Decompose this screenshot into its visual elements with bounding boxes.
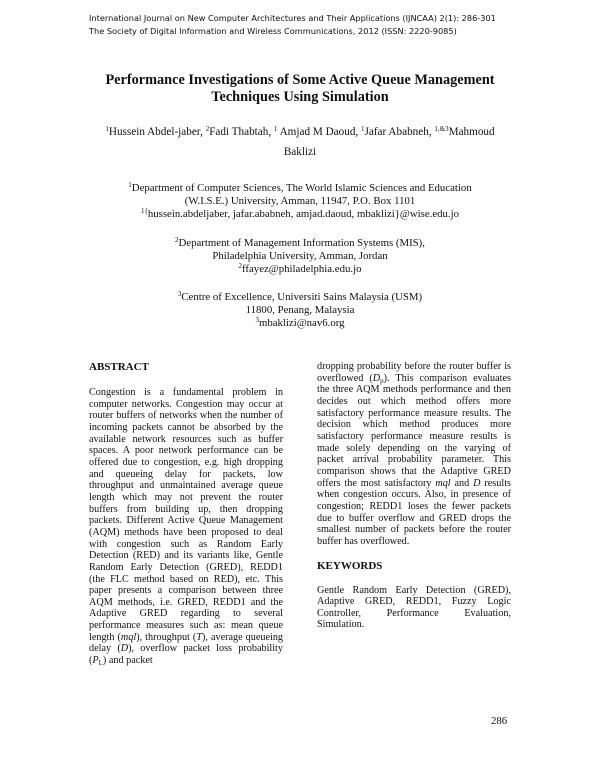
keywords-text: Gentle Random Early Detection (GRED), Adaptive GRED, REDD1, Fuzzy Logic Controller, Performance Evaluation, Simulation.	[317, 584, 511, 631]
author-2: Fadi Thabtah,	[209, 126, 274, 138]
affiliation-1: $^1$Department of Computer Sciences, The World Islamic Sciences and Education (W.I.S.E.) University, Amman, 11947, P.O. Box 1101 $^{1\{}$hussein.abdeljaber, jafar.ababneh, amjad.daoud, mbaklizi}@wise.edu.jo	[60, 182, 540, 221]
paper-title	[60, 72, 540, 106]
author-list	[70, 122, 530, 162]
affiliation-3: $^3$Centre of Excellence, Universiti Sains Malaysia (USM) 11800, Penang, Malaysia $^3$mbaklizi@nav6.org	[60, 291, 540, 330]
keywords-heading: KEYWORDS	[317, 559, 383, 572]
page-number: 286	[491, 715, 508, 727]
paper-title-line-2: Techniques Using Simulation	[211, 89, 389, 105]
abstract-text: Congestion is a fundamental problem in computer networks. Congestion may occur at router buffers of networks when the number of incoming packets cannot be absorbed by the available network resources such as buffer spaces. A poor network performance can be offered due to congestion, e.g. high dropping and queueing delay for packets, low throughput and unmaintained average queue length which may not prevent the router buffers from building up, then dropping packets. Different Active Queue Management (AQM) methods have been proposed to deal with congestion such as Random Early Detection (RED) and its variants like, Gentle Random Early Detection (GRED), REDD1 (the FLC method based on RED), etc. This paper presents a comparison between three AQM methods, i.e. GRED, REDD1 and the Adaptive GRED regarding to several performance measures such as: mean queue length (mql), throughput (T), average queueing delay (D), overflow packet loss probability $(P_L)$ and packet	[89, 387, 284, 668]
abstract-continued-column	[317, 361, 511, 631]
affiliation-3-email: $^3$mbaklizi@nav6.org	[255, 316, 345, 329]
author-4: Jafar Ababneh,	[364, 126, 435, 138]
author-line-2: Baklizi	[283, 146, 317, 158]
author-1: Hussein Abdel-jaber,	[108, 126, 206, 138]
affiliation-2: $^2$Department of Management Information Systems (MIS), Philadelphia University, Amman, Jordan $^2$ffayez@philadelphia.edu.jo	[60, 237, 540, 276]
abstract-column	[89, 361, 283, 667]
paper-title-line-1: Performance Investigations of Some Active Queue Management	[105, 72, 495, 88]
abstract-heading: ABSTRACT	[89, 361, 149, 373]
affiliation-1-email: $^{1\{}$hussein.abdeljaber, jafar.ababneh, amjad.daoud, mbaklizi}@wise.edu.jo	[140, 207, 460, 220]
author-line-1: $^1$Hussein Abdel-jaber, $^2$Fadi Thabtah, $^1$ Amjad M Daoud, $^1$Jafar Ababneh, $^{1,\&3}$Mahmoud	[105, 125, 495, 138]
journal-header-line-1: International Journal on New Computer Architectures and Their Applications (IJNCAA) 2(1): 286-301	[89, 13, 496, 23]
abstract-text-continued: dropping probability before the router buffer is overflowed $(D_p)$. This comparison evaluates the three AQM methods performance and then decides out which method offers more satisfactory performance measure results. The decision which method produces more satisfactory performance measure results is made solely depending on the varying of packet arrival probability parameter. This comparison shows that the Adaptive GRED offers the most satisfactory mql and D results when congestion occurs. Also, in presence of congestion; REDD1 loses the fewer packets due to buffer overflow and GRED drops the smallest number of packets before the router buffer has overflowed.	[317, 361, 511, 547]
journal-header-line-2: The Society of Digital Information and Wireless Communications, 2012 (ISSN: 2220-9085)	[89, 26, 457, 36]
affiliation-2-email: $^2$ffayez@philadelphia.edu.jo	[238, 262, 362, 275]
author-3: Amjad M Daoud,	[277, 126, 362, 138]
journal-header	[89, 12, 496, 38]
author-5: Mahmoud	[448, 126, 495, 138]
